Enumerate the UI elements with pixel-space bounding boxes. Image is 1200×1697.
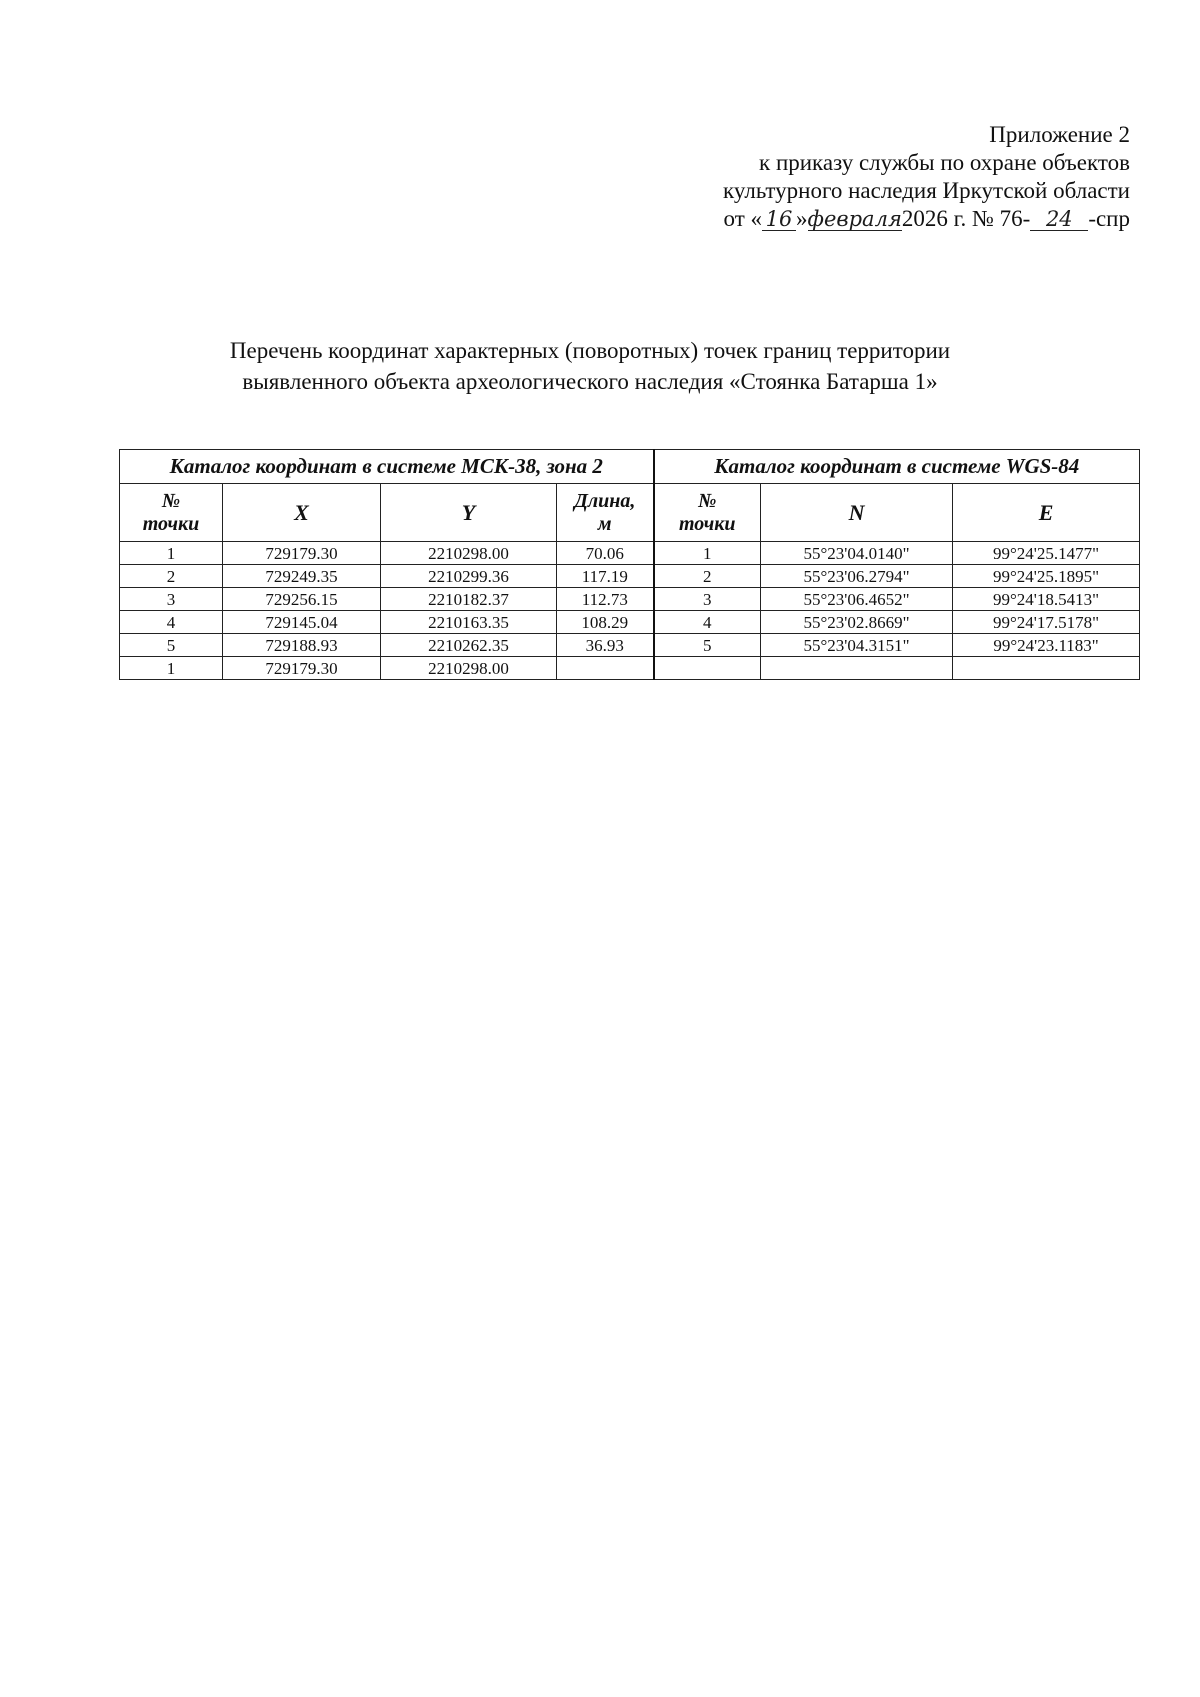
length-header	[557, 484, 654, 542]
x-value: 729145.04	[223, 611, 381, 634]
date-close-quote: »	[796, 206, 808, 231]
title-line-1: Перечень координат характерных (поворотных) точек границ территории	[229, 338, 951, 363]
x-header: X	[223, 484, 381, 542]
point-number: 5	[120, 634, 223, 657]
authority-line: культурного наследия Иркутской области	[723, 178, 1130, 203]
table-row	[120, 588, 1140, 611]
table-row	[120, 634, 1140, 657]
order-suffix: -спр	[1088, 206, 1130, 231]
length-value: 36.93	[557, 634, 654, 657]
length-value	[557, 657, 654, 680]
longitude-value: 99°24'18.5413"	[953, 588, 1140, 611]
longitude-value: 99°24'25.1895"	[953, 565, 1140, 588]
length-word: Длина,	[574, 489, 636, 512]
wgs-point-number: 4	[654, 611, 761, 634]
point-number-word: точки	[142, 512, 200, 535]
y-value: 2210299.36	[381, 565, 557, 588]
wgs-point-number: 5	[654, 634, 761, 657]
table-row	[120, 611, 1140, 634]
wgs-point-number	[654, 657, 761, 680]
order-date-line	[570, 205, 1130, 233]
handwritten-order-number: 24	[1030, 208, 1088, 231]
length-value: 112.73	[557, 588, 654, 611]
table-row	[120, 565, 1140, 588]
length-value: 117.19	[557, 565, 654, 588]
point-number-header-left	[120, 484, 223, 542]
x-value: 729188.93	[223, 634, 381, 657]
handwritten-month: февраля	[807, 207, 902, 231]
year-and-number-prefix: 2026 г. № 76-	[901, 206, 1031, 231]
point-number-symbol: №	[161, 489, 181, 512]
group-header-row	[120, 450, 1140, 484]
column-header-row	[120, 484, 1140, 542]
coordinates-table	[119, 449, 1140, 680]
e-header: E	[953, 484, 1140, 542]
appendix-header	[570, 121, 1130, 233]
longitude-value: 99°24'17.5178"	[953, 611, 1140, 634]
y-value: 2210262.35	[381, 634, 557, 657]
longitude-value: 99°24'25.1477"	[953, 542, 1140, 565]
point-number-symbol: №	[698, 489, 717, 512]
title-line-2: выявленного объекта археологического наследия «Стоянка Батарша 1»	[242, 369, 938, 394]
latitude-value: 55°23'06.4652"	[761, 588, 953, 611]
table-row	[120, 657, 1140, 680]
y-value: 2210298.00	[381, 542, 557, 565]
y-value: 2210182.37	[381, 588, 557, 611]
wgs-point-number: 3	[654, 588, 761, 611]
wgs-point-number: 2	[654, 565, 761, 588]
length-value: 108.29	[557, 611, 654, 634]
x-value: 729179.30	[223, 657, 381, 680]
y-header: Y	[381, 484, 557, 542]
point-number: 4	[120, 611, 223, 634]
x-value: 729179.30	[223, 542, 381, 565]
point-number-header-right	[654, 484, 761, 542]
point-number: 1	[120, 542, 223, 565]
document-title	[120, 335, 1060, 397]
latitude-value: 55°23'04.3151"	[761, 634, 953, 657]
date-prefix: от «	[723, 206, 763, 231]
n-header: N	[761, 484, 953, 542]
latitude-value	[761, 657, 953, 680]
wgs84-catalog-header: Каталог координат в системе WGS-84	[654, 450, 1140, 484]
y-value: 2210298.00	[381, 657, 557, 680]
latitude-value: 55°23'02.8669"	[761, 611, 953, 634]
order-reference-line: к приказу службы по охране объектов	[759, 150, 1130, 175]
x-value: 729249.35	[223, 565, 381, 588]
latitude-value: 55°23'06.2794"	[761, 565, 953, 588]
wgs-point-number: 1	[654, 542, 761, 565]
longitude-value: 99°24'23.1183"	[953, 634, 1140, 657]
handwritten-day: 16	[762, 208, 796, 231]
point-number-word: точки	[679, 512, 736, 535]
length-value: 70.06	[557, 542, 654, 565]
latitude-value: 55°23'04.0140"	[761, 542, 953, 565]
appendix-label: Приложение 2	[989, 122, 1130, 147]
point-number: 2	[120, 565, 223, 588]
msk38-catalog-header: Каталог координат в системе МСК-38, зона 2	[120, 450, 654, 484]
length-unit: м	[597, 512, 612, 535]
x-value: 729256.15	[223, 588, 381, 611]
table-row	[120, 542, 1140, 565]
point-number: 3	[120, 588, 223, 611]
point-number: 1	[120, 657, 223, 680]
y-value: 2210163.35	[381, 611, 557, 634]
longitude-value	[953, 657, 1140, 680]
